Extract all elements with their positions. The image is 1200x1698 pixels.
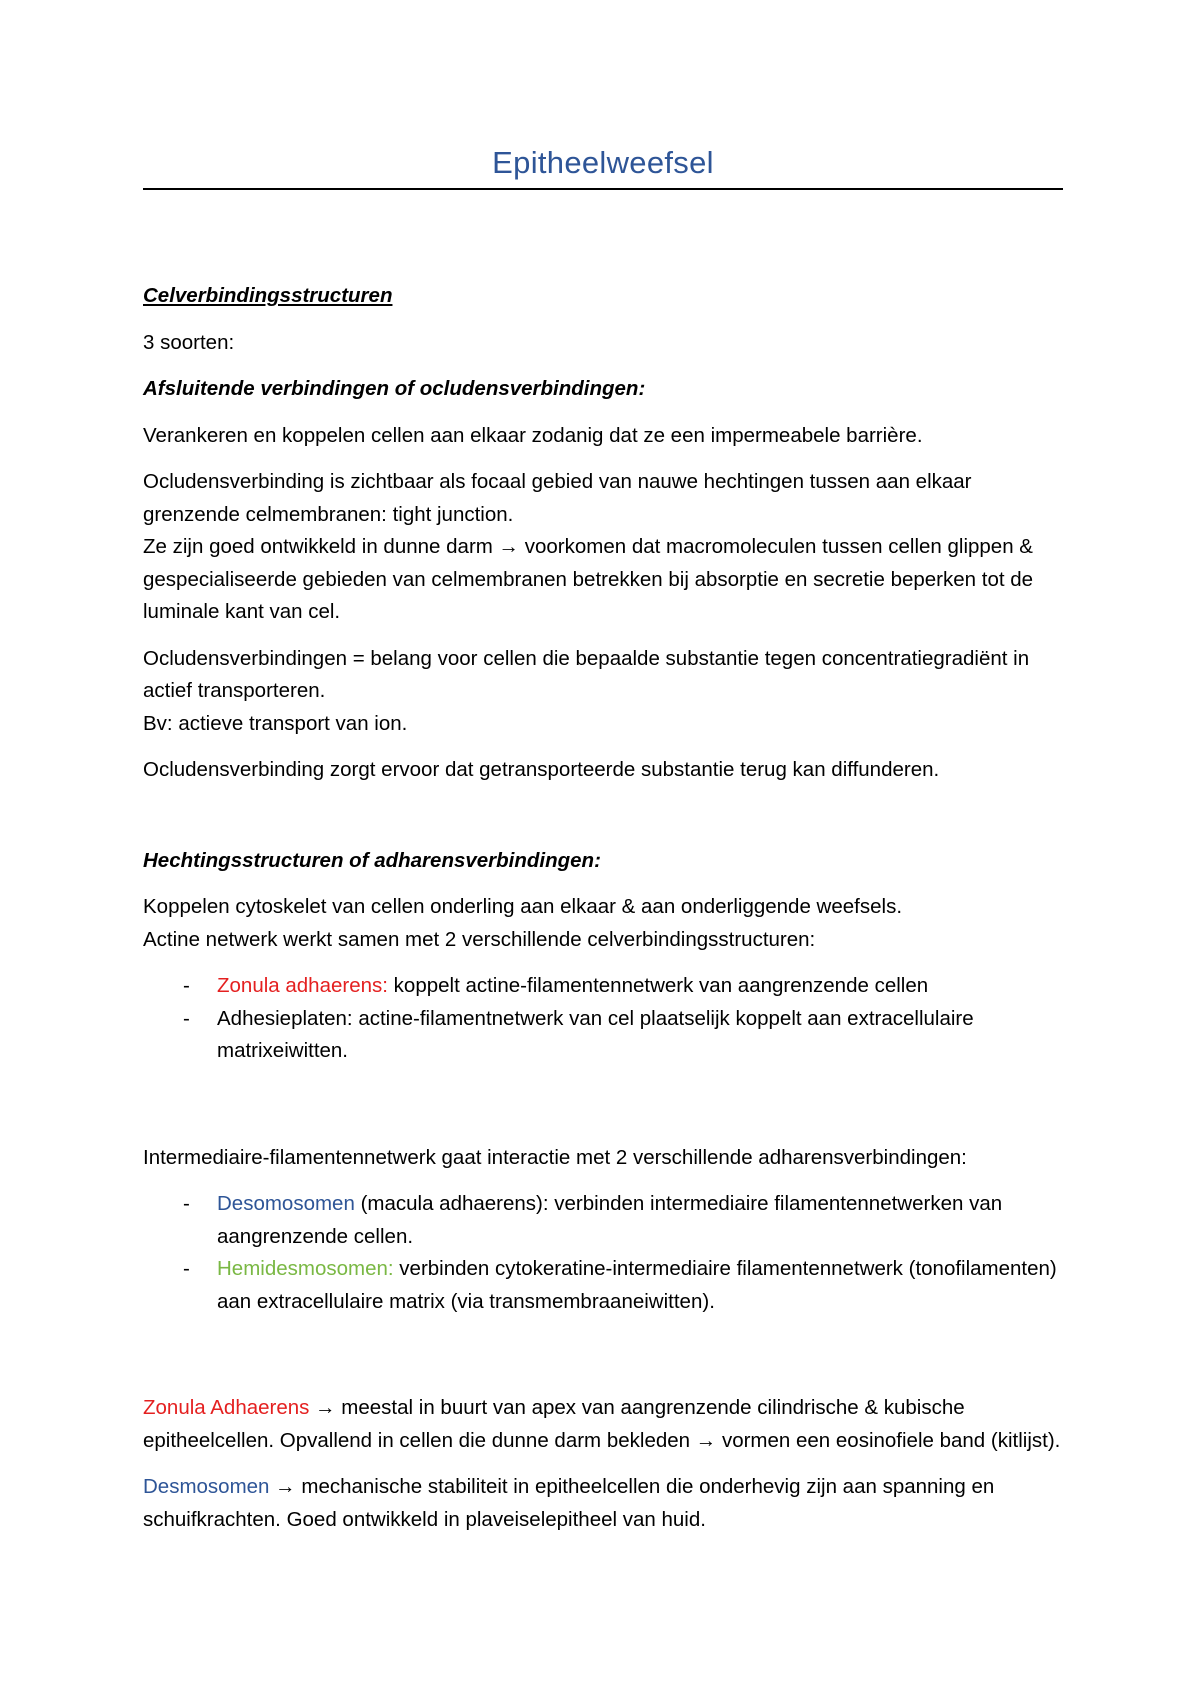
paragraph (143, 1471, 1063, 1536)
bullet-list (143, 1188, 1063, 1318)
paragraph-text: mechanische stabiliteit in epitheelcellen die onderhevig zijn aan spanning en schuifkrachten. Goed ontwikkeld in plaveiselepitheel van huid. (143, 1475, 995, 1531)
arrow-icon: → (275, 1475, 296, 1498)
list-item-text: koppelt actine-filamentennetwerk van aangrenzende cellen (387, 974, 929, 997)
arrow-icon: → (498, 535, 520, 558)
arrow-icon: → (315, 1396, 336, 1419)
list-item (143, 1003, 1063, 1068)
term-hemidesmosomen: Hemidesmosomen: (217, 1257, 394, 1280)
list-item (143, 1253, 1063, 1318)
paragraph (143, 643, 1063, 741)
dash-icon: - (183, 1006, 190, 1030)
sub-heading-adherens: Hechtingsstructuren of adharensverbindingen: (143, 848, 601, 872)
spacer (143, 1082, 1063, 1142)
paragraph-line: Ocludensverbinding is zichtbaar als focaal gebied van nauwe hechtingen tussen aan elkaar grenzende celmembranen: tight junction. (143, 470, 972, 526)
dash-icon: - (183, 974, 190, 997)
list-item-text: (macula adhaerens): verbinden intermediaire filamentennetwerken van aangrenzende cellen. (217, 1192, 1003, 1248)
paragraph-line: Bv: actieve transport van ion. (143, 711, 408, 735)
paragraph (143, 1392, 1063, 1457)
dash-icon: - (183, 1257, 190, 1280)
bullet-list (143, 970, 1063, 1068)
spacer (143, 801, 1063, 845)
term-zonula-adhaerens: Zonula adhaerens: (217, 974, 388, 997)
section-heading: Celverbindingsstructuren (143, 284, 393, 307)
paragraph-text: vormen een eosinofiele band (kitlijst). (716, 1428, 1061, 1452)
paragraph: Ocludensverbinding zorgt ervoor dat getransporteerde substantie terug kan diffunderen. (143, 758, 940, 781)
document-body (143, 280, 1063, 1550)
paragraph-line: Ocludensverbindingen = belang voor cellen die bepaalde substantie tegen concentratiegradiënt in actief transporteren. (143, 646, 1030, 702)
dash-icon: - (183, 1192, 190, 1215)
sub-heading-occludens: Afsluitende verbindingen of ocludensverbindingen: (143, 377, 646, 400)
paragraph-line: Actine netwerk werkt samen met 2 verschillende celverbindingsstructuren: (143, 927, 816, 951)
page-title: Epitheelweefsel (492, 145, 714, 180)
paragraph (143, 891, 1063, 956)
paragraph: Intermediaire-filamentennetwerk gaat interactie met 2 verschillende adharensverbindingen: (143, 1145, 967, 1169)
list-item-text: verbinden cytokeratine-intermediaire filamentennetwerk (tonofilamenten) aan extracellulaire matrix (via transmembraaneiwitten). (217, 1257, 1057, 1313)
term-desomosomen: Desomosomen (217, 1192, 355, 1215)
paragraph-line: voorkomen dat macromoleculen tussen cellen glippen & gespecialiseerde gebieden van celmembranen betrekken bij absorptie en secretie beperken tot de luminale kant van cel. (143, 535, 1034, 623)
spacer (143, 1332, 1063, 1392)
paragraph-line: Koppelen cytoskelet van cellen onderling aan elkaar & aan onderliggende weefsels. (143, 895, 903, 918)
title-divider (143, 188, 1063, 190)
paragraph (143, 466, 1063, 629)
term-zonula-adhaerens: Zonula Adhaerens (143, 1396, 310, 1419)
term-desmosomen: Desmosomen (143, 1475, 270, 1498)
list-item (143, 970, 1063, 1003)
paragraph-line: Ze zijn goed ontwikkeld in dunne darm (143, 535, 493, 558)
list-item-text: Adhesieplaten: actine-filamentnetwerk van cel plaatselijk koppelt aan extracellulaire matrixeiwitten. (217, 1006, 974, 1062)
list-item (143, 1188, 1063, 1253)
arrow-icon: → (695, 1428, 717, 1452)
count-line: 3 soorten: (143, 330, 235, 354)
paragraph-text: meestal in buurt van apex van aangrenzende cilindrische & kubische epitheelcellen. Opvallend in cellen die dunne darm bekleden (143, 1396, 965, 1452)
paragraph: Verankeren en koppelen cellen aan elkaar zodanig dat ze een impermeabele barrière. (143, 423, 923, 447)
